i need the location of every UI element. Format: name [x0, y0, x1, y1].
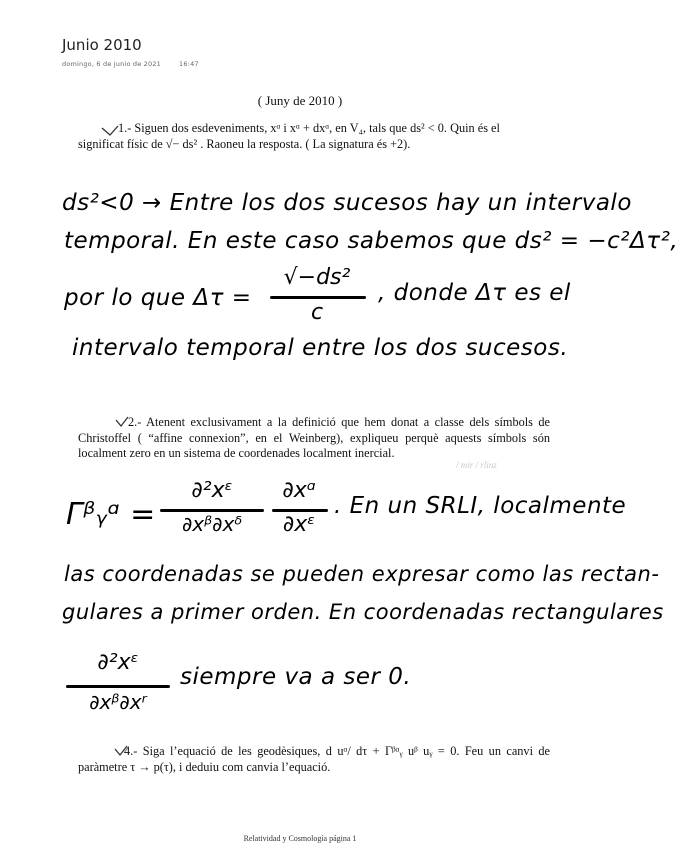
- answer-2-line-1-continued: . En un SRLI, localmente: [334, 493, 627, 519]
- answer-1-line-1: ds²<0 → Entre los dos sucesos hay un intervalo: [62, 190, 632, 216]
- question-2-number: 2.-: [128, 415, 142, 429]
- answer-2-fraction-3-numerator: ∂²xᵋ: [97, 650, 139, 675]
- question-4-number: 4.-: [124, 744, 138, 758]
- answer-1-line-3-continued: , donde Δτ es el: [378, 280, 571, 306]
- answer-1-line-2: temporal. En este caso sabemos que ds² = −c²Δτ²,: [64, 228, 678, 254]
- answer-2-line-3: gulares a primer orden. En coordenadas rectangulares: [62, 600, 664, 624]
- answer-1-line-3: por lo que Δτ =: [64, 285, 252, 311]
- question-1: [78, 121, 548, 152]
- note-title: Junio 2010: [62, 36, 142, 54]
- answer-2-fraction-2-numerator: ∂xᵅ: [282, 478, 316, 503]
- answer-2-christoffel-symbol: Γᵝᵧᵅ =: [66, 497, 156, 532]
- page-footer: Relatividad y Cosmología página 1: [243, 834, 357, 843]
- answer-1-line-4: intervalo temporal entre los dos sucesos.: [72, 335, 569, 361]
- answer-2-line-4: siempre va a ser 0.: [180, 664, 412, 690]
- answer-2-fraction-1-denominator: ∂xᵝ∂xᵟ: [181, 512, 243, 536]
- answer-2-line-2: las coordenadas se pueden expresar como las rectan-: [64, 562, 660, 586]
- note-timestamp: [62, 60, 199, 68]
- question-1-text: Siguen dos esdeveniments, xᵅ i xᵅ + dxᵅ, en V₄, tals que ds² < 0. Quin és el significat físic de √− ds² . Raoneu la resposta. ( La signatura és +2).: [78, 121, 500, 151]
- faint-bleed-through-text: / mir / rlinz: [456, 460, 497, 470]
- answer-1-fraction-numerator: √−ds²: [283, 265, 351, 290]
- question-2-text: Atenent exclusivament a la definició que hem donat a classe dels símbols de Christoffel ( “affine connexion”, en el Weinberg), expliqueu perquè aquests símbols són localment zero en un sistema de coordenades localment inercial.: [78, 415, 550, 460]
- note-date: domingo, 6 de junio de 2021: [62, 60, 162, 68]
- question-4-text: Siga l’equació de les geodèsiques, d uᵅ/ dτ + Γᵝᵅᵧ uᵝ uᵧ = 0. Feu un canvi de paràmetre τ → p(τ), i deduiu com canvia l’equació.: [78, 744, 551, 774]
- answer-1-fraction-bar: [270, 296, 366, 299]
- question-4: [78, 744, 550, 775]
- answer-1-fraction-denominator: c: [310, 300, 324, 325]
- question-1-number: 1.-: [118, 121, 132, 135]
- question-2: [78, 415, 550, 462]
- answer-2-fraction-2-denominator: ∂xᵋ: [282, 512, 316, 537]
- answer-2-fraction-1-numerator: ∂²xᵋ: [191, 478, 233, 503]
- exam-header: ( Juny de 2010 ): [257, 93, 343, 108]
- note-time: 16:47: [179, 60, 199, 68]
- answer-2-fraction-3-bar: [66, 685, 170, 688]
- answer-2-fraction-3-denominator: ∂xᵝ∂xʳ: [89, 690, 147, 714]
